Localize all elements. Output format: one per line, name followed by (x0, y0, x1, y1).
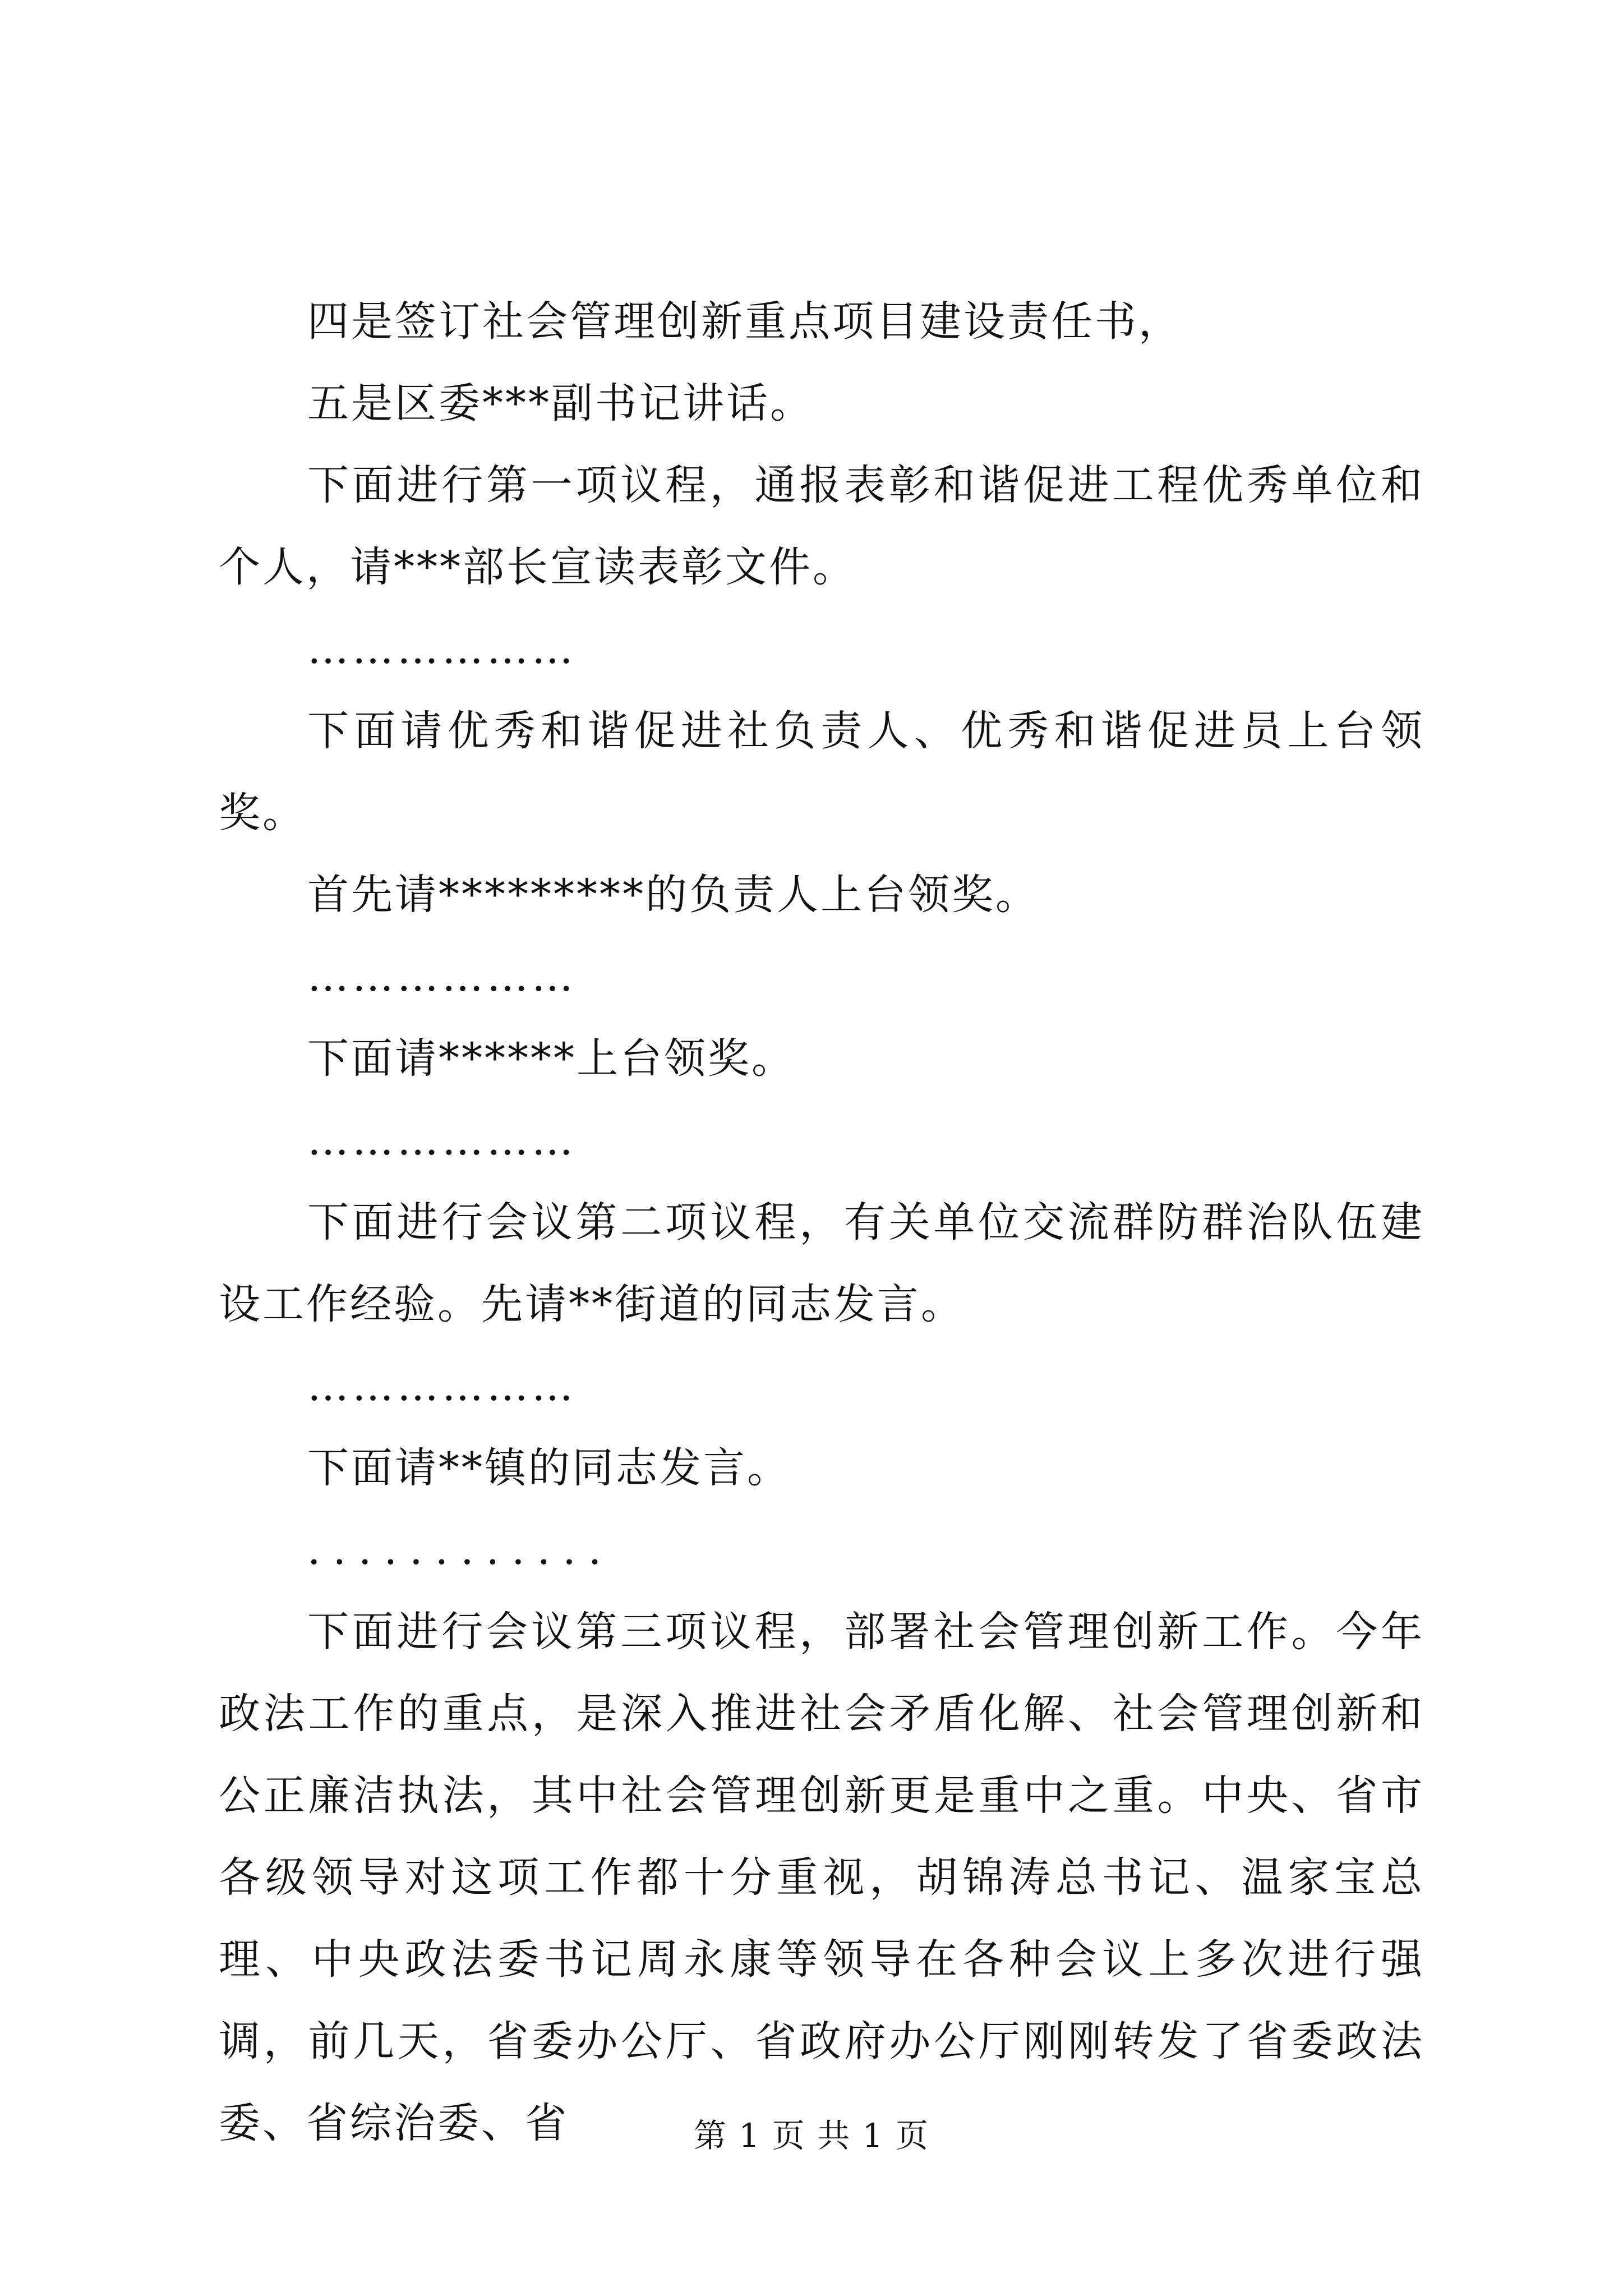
document-body (219, 280, 1424, 2164)
paragraph-third-agenda: 下面进行会议第三项议程，部署社会管理创新工作。今年政法工作的重点，是深入推进社会矛盾化解、社会管理创新和公正廉洁执法，其中社会管理创新更是重中之重。中央、省市各级领导对这项工作都十分重视，胡锦涛总书记、温家宝总理、中央政法委书记周永康等领导在各种会议上多次进行强调，前几天，省委办公厅、省政府办公厅刚刚转发了省委政法委、省综治委、省 (219, 1608, 1424, 2147)
ellipsis-divider: ............ (307, 1526, 614, 1574)
paragraph-second-agenda: 下面进行会议第二项议程，有关单位交流群防群治队伍建设工作经验。先请**街道的同志发言。 (219, 1198, 1424, 1328)
ellipsis-divider: ……………… (307, 1116, 577, 1165)
agenda-item-five: 五是区委***副书记讲话。 (307, 379, 814, 427)
paragraph-town-speech: 下面请**镇的同志发言。 (307, 1444, 791, 1492)
ellipsis-divider: ……………… (307, 625, 577, 673)
paragraph-first-agenda: 下面进行第一项议程，通报表彰和谐促进工程优秀单位和个人，请***部长宣读表彰文件。 (219, 461, 1424, 591)
paragraph-next-award: 下面请******上台领奖。 (307, 1034, 795, 1083)
agenda-item-four: 四是签订社会管理创新重点项目建设责任书， (307, 297, 1182, 346)
ellipsis-divider: ……………… (307, 953, 577, 1001)
ellipsis-divider: ……………… (307, 1362, 577, 1410)
paragraph-award-invite: 下面请优秀和谐促进社负责人、优秀和谐促进员上台领奖。 (219, 707, 1424, 837)
page-number-footer: 第 1 页 共 1 页 (694, 2116, 929, 2155)
paragraph-first-award: 首先请*********的负责人上台领奖。 (307, 871, 1039, 919)
